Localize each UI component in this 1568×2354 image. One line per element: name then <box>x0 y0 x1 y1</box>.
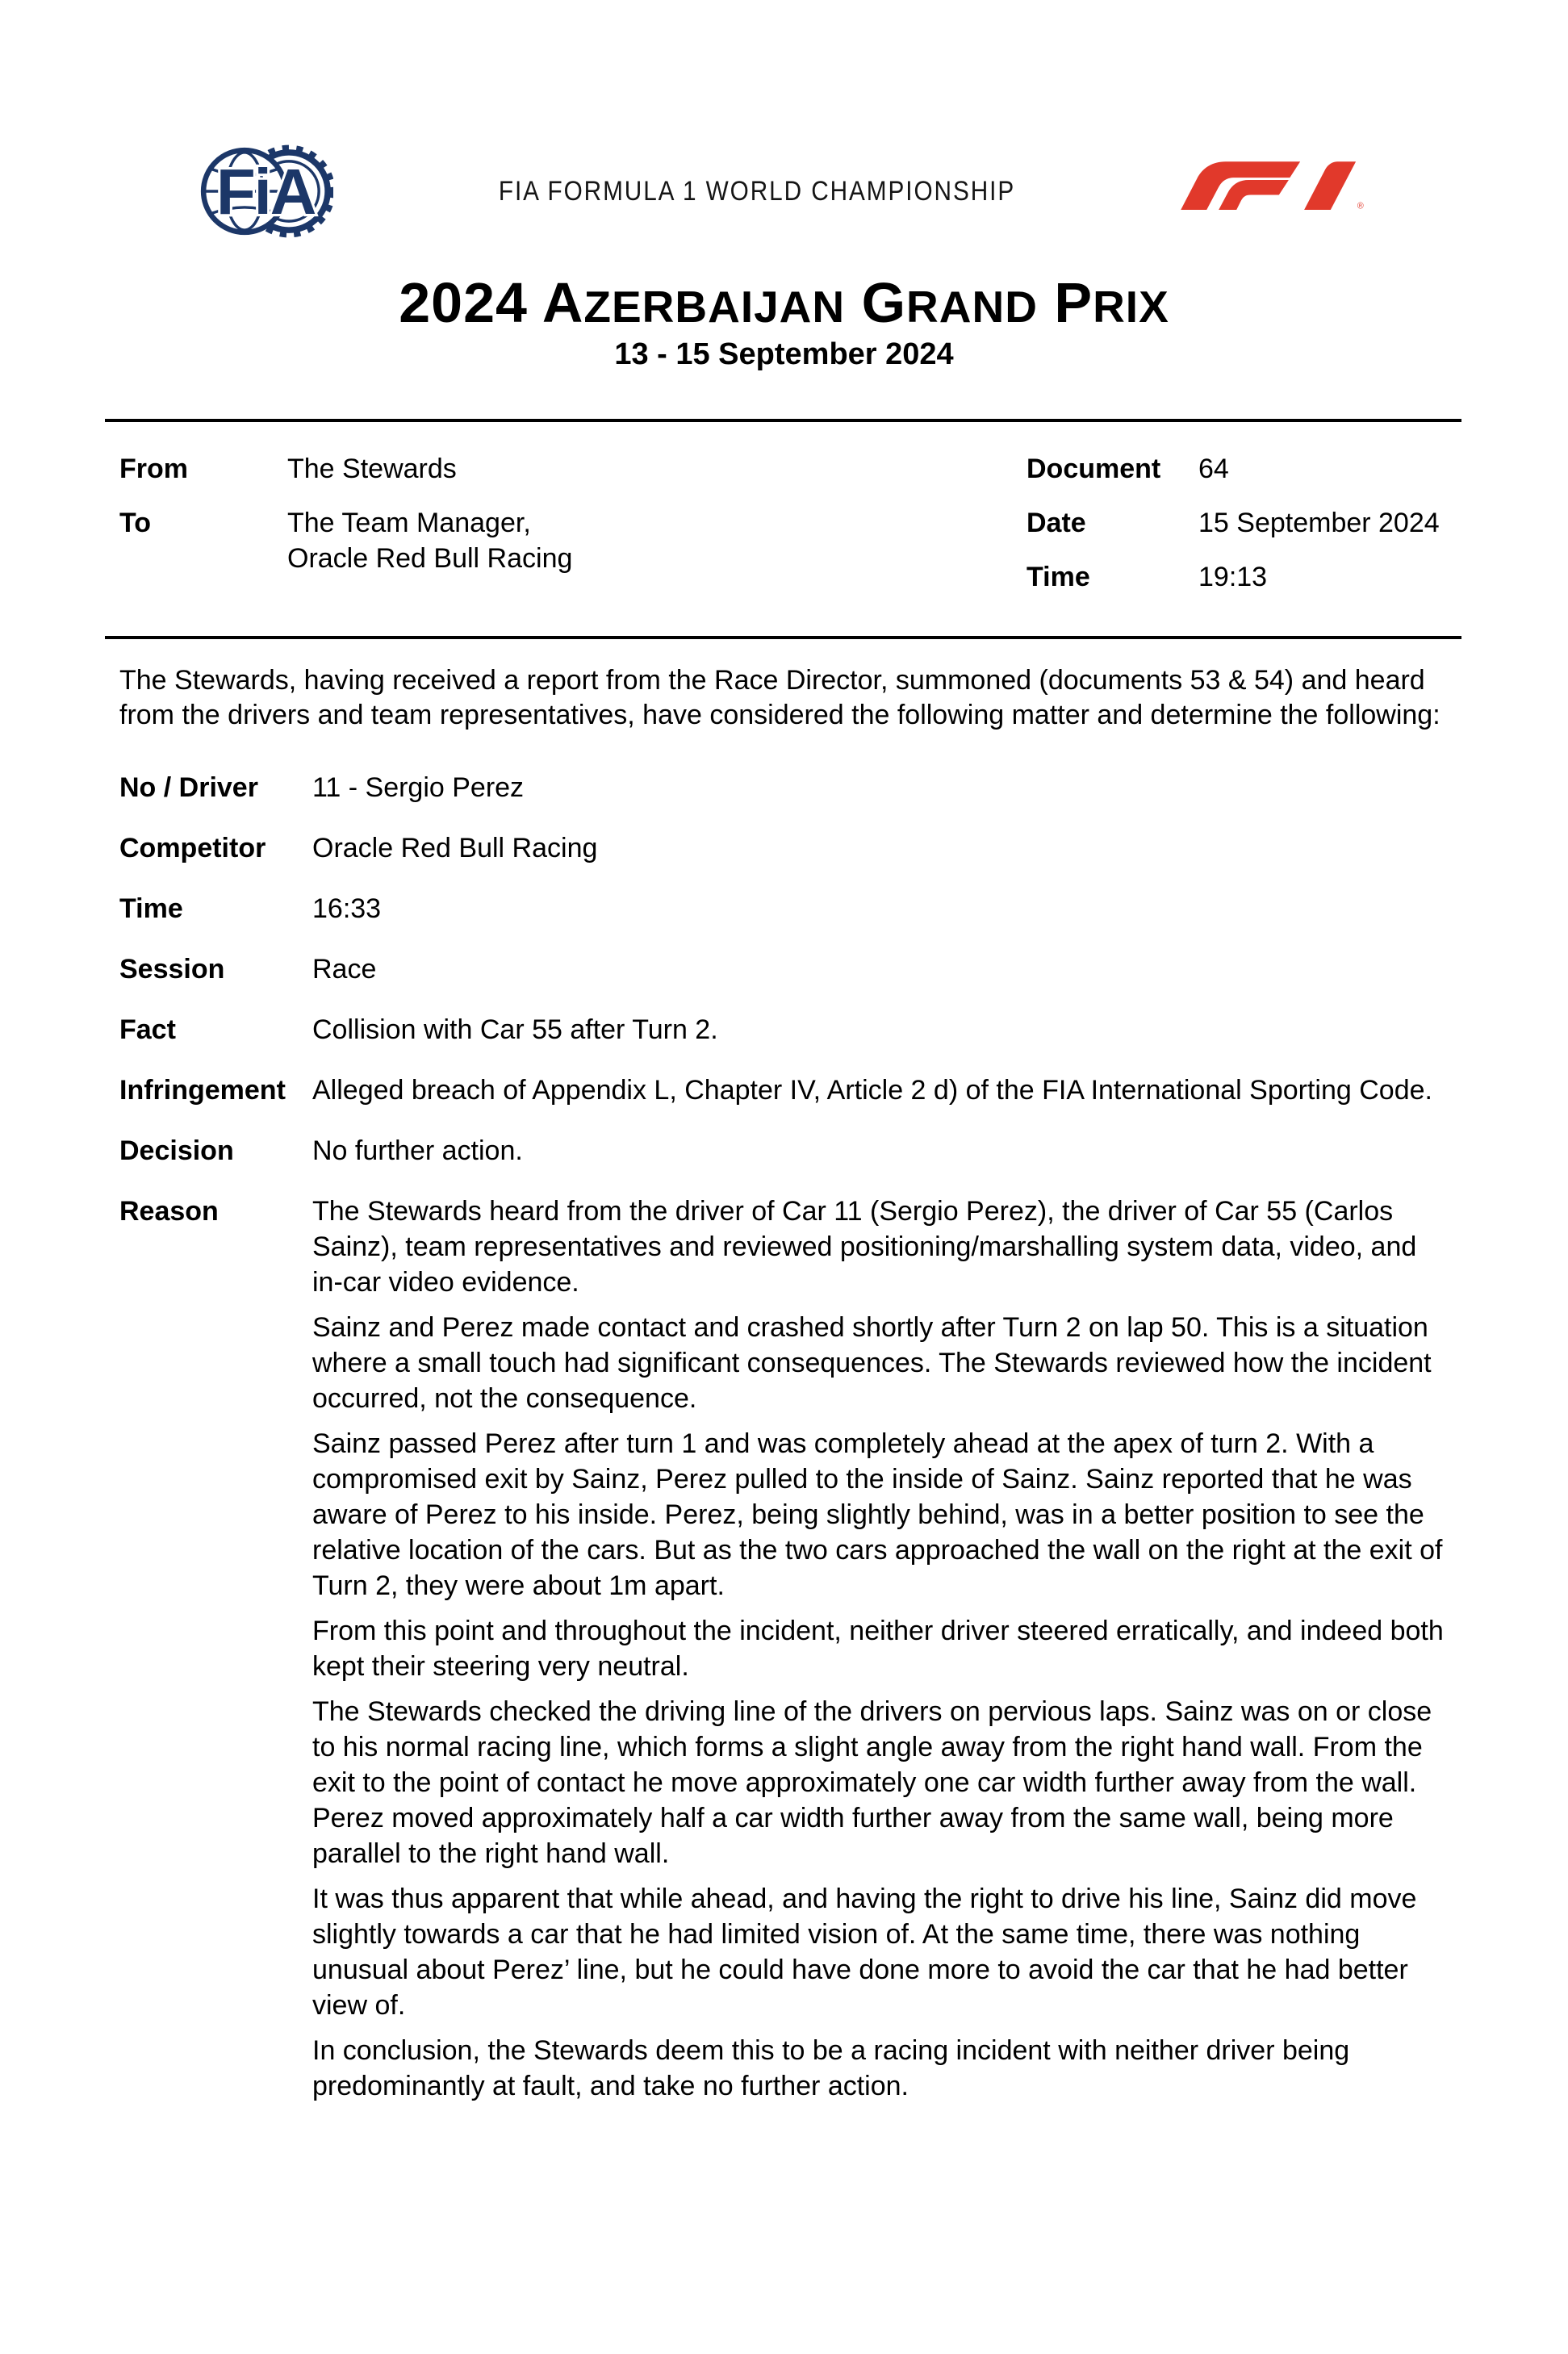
to-value-line2: Oracle Red Bull Racing <box>287 543 573 574</box>
event-title-segment: 2024 A <box>399 271 584 334</box>
event-title-segment: P <box>1037 271 1093 334</box>
reason-paragraph: In conclusion, the Stewards deem this to be a racing incident with neither driver being predominantly at fault, and take no further action. <box>312 2035 1350 2101</box>
field-value: Oracle Red Bull Racing <box>312 833 598 863</box>
meta-row-date <box>1027 505 1450 541</box>
event-title-segment: RAND <box>906 282 1038 332</box>
reason-label: Reason <box>119 1196 219 1227</box>
from-value: The Stewards <box>287 454 457 484</box>
reason-paragraph: Sainz and Perez made contact and crashed shortly after Turn 2 on lap 50. This is a situation where a small touch had significant consequences. The Stewards reviewed how the incident occurred, not the consequence. <box>312 1312 1432 1414</box>
fia-logo-text: FiA <box>215 156 316 228</box>
field-row-no-driver <box>119 770 1450 805</box>
meta-row-to <box>119 505 1027 576</box>
field-row-decision <box>119 1133 1450 1169</box>
from-label: From <box>119 454 188 484</box>
document-label: Document <box>1027 454 1161 484</box>
field-label: Time <box>119 893 183 924</box>
event-dates: 13 - 15 September 2024 <box>614 337 954 371</box>
reason-paragraph: The Stewards checked the driving line of the drivers on pervious laps. Sainz was on or close to his normal racing line, which forms a slight angle away from the right hand wall. From the exit to the point of contact he move approximately one car width further away from the wall. Perez moved approximately half a car width further away from the same wall, being more parallel to the right hand wall. <box>312 1696 1432 1869</box>
field-value: No further action. <box>312 1135 523 1166</box>
field-label: Infringement <box>119 1075 286 1106</box>
field-value: Collision with Car 55 after Turn 2. <box>312 1014 718 1045</box>
time-label: Time <box>1027 562 1090 592</box>
fia-logo <box>200 136 333 247</box>
event-title-segment: RIX <box>1093 282 1169 332</box>
fields-table <box>119 770 1450 2104</box>
field-value: Race <box>312 954 377 985</box>
event-title <box>0 271 1568 334</box>
f1-registered-mark: ® <box>1357 201 1364 210</box>
field-row-infringement <box>119 1072 1450 1108</box>
event-title-segment: ZERBAIJAN <box>583 282 846 332</box>
field-row-time <box>119 891 1450 926</box>
field-label: Fact <box>119 1014 176 1045</box>
reason-paragraph: From this point and throughout the incident, neither driver steered erratically, and indeed both kept their steering very neutral. <box>312 1616 1444 1682</box>
reason-paragraph: The Stewards heard from the driver of Car 11 (Sergio Perez), the driver of Car 55 (Carlos Sainz), team representatives and reviewed positioning/marshalling system data, video, and in-car video evidence. <box>312 1196 1417 1298</box>
document-page <box>0 136 1568 2354</box>
reason-paragraphs <box>312 1194 1450 2104</box>
field-row-fact <box>119 1012 1450 1047</box>
meta-row-from <box>119 451 1027 487</box>
field-label: No / Driver <box>119 772 258 803</box>
field-row-competitor <box>119 830 1450 866</box>
field-label: Decision <box>119 1135 234 1166</box>
event-title-segment: G <box>845 271 907 334</box>
time-value: 19:13 <box>1198 562 1268 592</box>
divider-top <box>105 419 1461 422</box>
meta-row-document <box>1027 451 1450 487</box>
championship-title: FIA FORMULA 1 WORLD CHAMPIONSHIP <box>498 174 1016 207</box>
meta-row-time <box>1027 559 1450 595</box>
meta-section <box>119 451 1450 613</box>
meta-left-column <box>119 451 1027 613</box>
divider-bottom <box>105 636 1461 639</box>
meta-right-column <box>1027 451 1450 613</box>
field-label: Competitor <box>119 833 266 863</box>
field-value: Alleged breach of Appendix L, Chapter IV, Article 2 d) of the FIA International Sporting Code. <box>312 1075 1432 1106</box>
field-label: Session <box>119 954 225 985</box>
date-label: Date <box>1027 508 1086 538</box>
to-value-line1: The Team Manager, <box>287 508 531 538</box>
reason-paragraph: Sainz passed Perez after turn 1 and was completely ahead at the apex of turn 2. With a compromised exit by Sainz, Perez pulled to the inside of Sainz. Sainz reported that he was aware of Perez to his inside. Perez, being slightly behind, was in a better position to see the relative location of the cars. But as the two cars approached the wall on the right at the exit of Turn 2, they were about 1m apart. <box>312 1428 1443 1601</box>
document-header <box>200 136 1365 247</box>
reason-paragraph: It was thus apparent that while ahead, and having the right to drive his line, Sainz did move slightly towards a car that he had limited vision of. At the same time, there was nothing unusual about Perez’ line, but he could have done more to avoid the car that he had better view of. <box>312 1884 1417 2021</box>
field-value: 11 - Sergio Perez <box>312 772 525 803</box>
f1-logo <box>1181 158 1365 210</box>
to-label: To <box>119 508 152 538</box>
to-value <box>287 505 1027 576</box>
field-row-session <box>119 951 1450 987</box>
reason-row <box>119 1194 1450 2104</box>
intro-paragraph: The Stewards, having received a report from the Race Director, summoned (documents 53 & 54) and heard from the drivers and team representatives, have considered the following matter and determine the following: <box>119 665 1440 730</box>
document-value: 64 <box>1198 454 1229 484</box>
field-value: 16:33 <box>312 893 382 924</box>
date-value: 15 September 2024 <box>1198 508 1440 538</box>
